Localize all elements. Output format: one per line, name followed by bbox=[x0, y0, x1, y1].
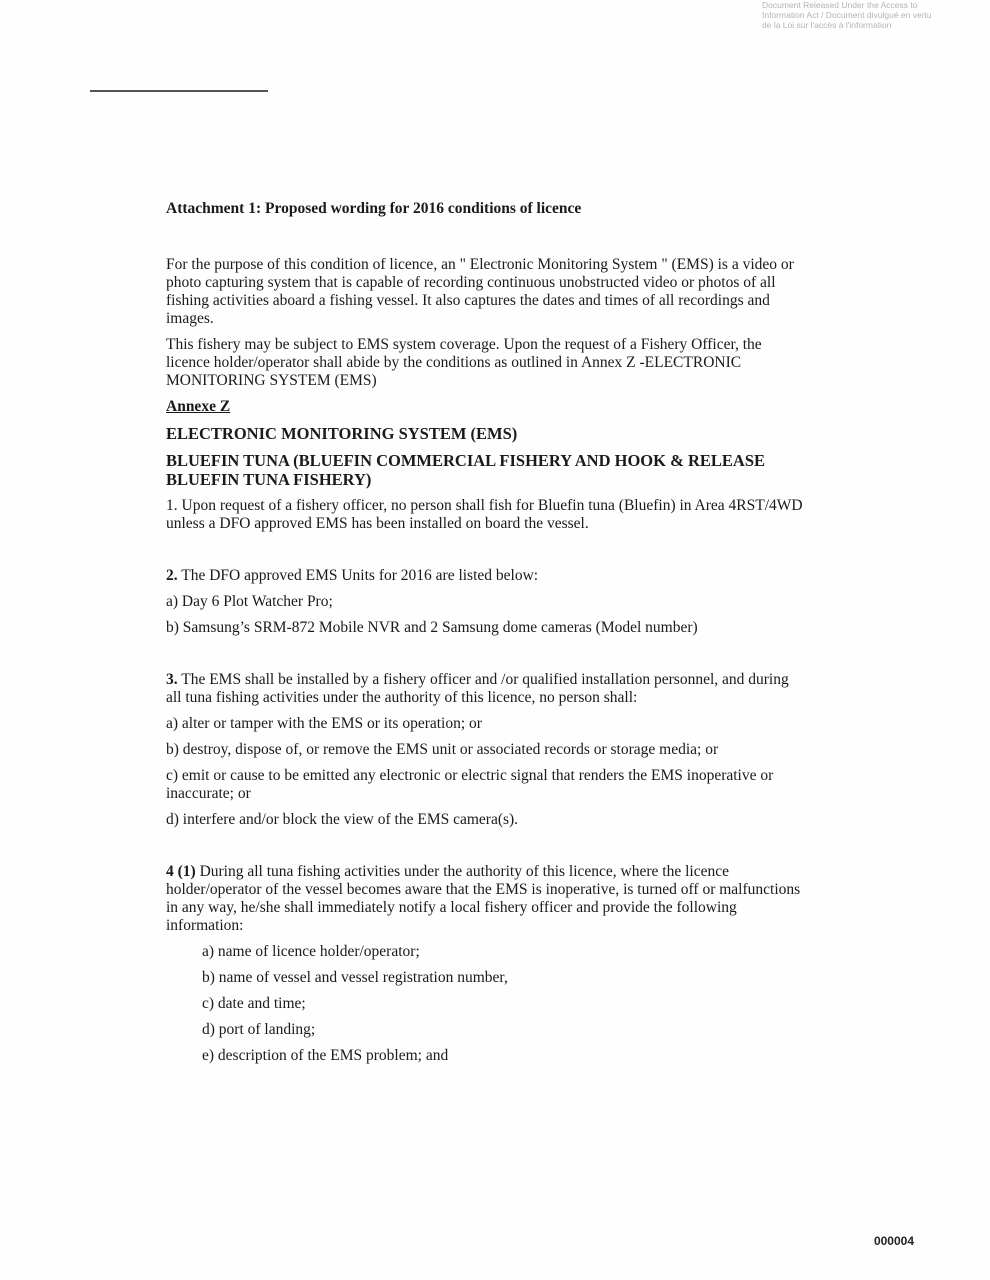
clause-3-item: b) destroy, dispose of, or remove the EMS unit or associated records or storage media; or bbox=[166, 741, 719, 758]
clause-2-intro bbox=[166, 567, 806, 585]
clause-2-item: a) Day 6 Plot Watcher Pro; bbox=[166, 593, 333, 610]
clause-4-item: d) port of landing; bbox=[202, 1021, 316, 1038]
clause-4-item: b) name of vessel and vessel registration number, bbox=[202, 969, 508, 986]
clause-4-item: c) date and time; bbox=[202, 995, 306, 1012]
clause-text: The DFO approved EMS Units for 2016 are listed below: bbox=[177, 567, 539, 584]
annex-heading-bluefin: BLUEFIN TUNA (BLUEFIN COMMERCIAL FISHERY AND HOOK & RELEASE BLUEFIN TUNA FISHERY) bbox=[166, 451, 766, 489]
clause-3-item: d) interfere and/or block the view of the EMS camera(s). bbox=[166, 811, 519, 828]
page-number: 000004 bbox=[873, 1234, 914, 1248]
clause-3-item: c) emit or cause to be emitted any electronic or electric signal that renders the EMS inoperative or inaccurate; or bbox=[166, 767, 774, 802]
clause-2-item: b) Samsung’s SRM-872 Mobile NVR and 2 Samsung dome cameras (Model number) bbox=[166, 619, 698, 636]
top-divider bbox=[90, 90, 268, 92]
clause-4-item: e) description of the EMS problem; and bbox=[202, 1047, 449, 1064]
ems-coverage-paragraph: This fishery may be subject to EMS system coverage. Upon the request of a Fishery Officer, the licence holder/operator shall abide by the conditions as outlined in Annex Z -ELECTRONIC MONITORING SYSTEM (EMS) bbox=[166, 336, 762, 389]
annex-heading-ems: ELECTRONIC MONITORING SYSTEM (EMS) bbox=[166, 424, 518, 443]
document-body bbox=[166, 200, 806, 1073]
stamp-line: Information Act / Document divulgué en vertu bbox=[762, 10, 932, 20]
clause-number: 2. bbox=[166, 567, 178, 584]
clause-number: 3. bbox=[166, 671, 178, 688]
clause-3-item: a) alter or tamper with the EMS or its operation; or bbox=[166, 715, 482, 732]
attachment-title: Attachment 1: Proposed wording for 2016 conditions of licence bbox=[166, 200, 582, 217]
clause-3-intro bbox=[166, 671, 806, 707]
annex-label: Annexe Z bbox=[166, 398, 231, 415]
clause-4-item: a) name of licence holder/operator; bbox=[202, 943, 420, 960]
release-stamp bbox=[762, 0, 982, 30]
ems-definition-paragraph: For the purpose of this condition of licence, an " Electronic Monitoring System " (EMS) is a video or photo capturing system that is capable of recording continuous unobstructed video or photos of all fishing activities aboard a fishing vessel. It also captures the dates and times of all recordings and images. bbox=[166, 256, 794, 327]
clause-4-intro bbox=[166, 863, 806, 935]
clause-number: 4 (1) bbox=[166, 863, 196, 880]
stamp-line: de la Loi sur l'accès à l'information bbox=[762, 20, 892, 30]
clause-text: During all tuna fishing activities under the authority of this licence, where the licence holder/operator of the vessel becomes aware that the EMS is inoperative, is turned off or malfunctions in any way, he/she shall immediately notify a local fishery officer and provide the following information: bbox=[166, 863, 801, 934]
clause-1: 1. Upon request of a fishery officer, no person shall fish for Bluefin tuna (Bluefin) in Area 4RST/4WD unless a DFO approved EMS has been installed on board the vessel. bbox=[166, 497, 803, 532]
stamp-line: Document Released Under the Access to bbox=[762, 0, 918, 10]
clause-text: The EMS shall be installed by a fishery officer and /or qualified installation personnel, and during all tuna fishing activities under the authority of this licence, no person shall: bbox=[166, 671, 789, 706]
